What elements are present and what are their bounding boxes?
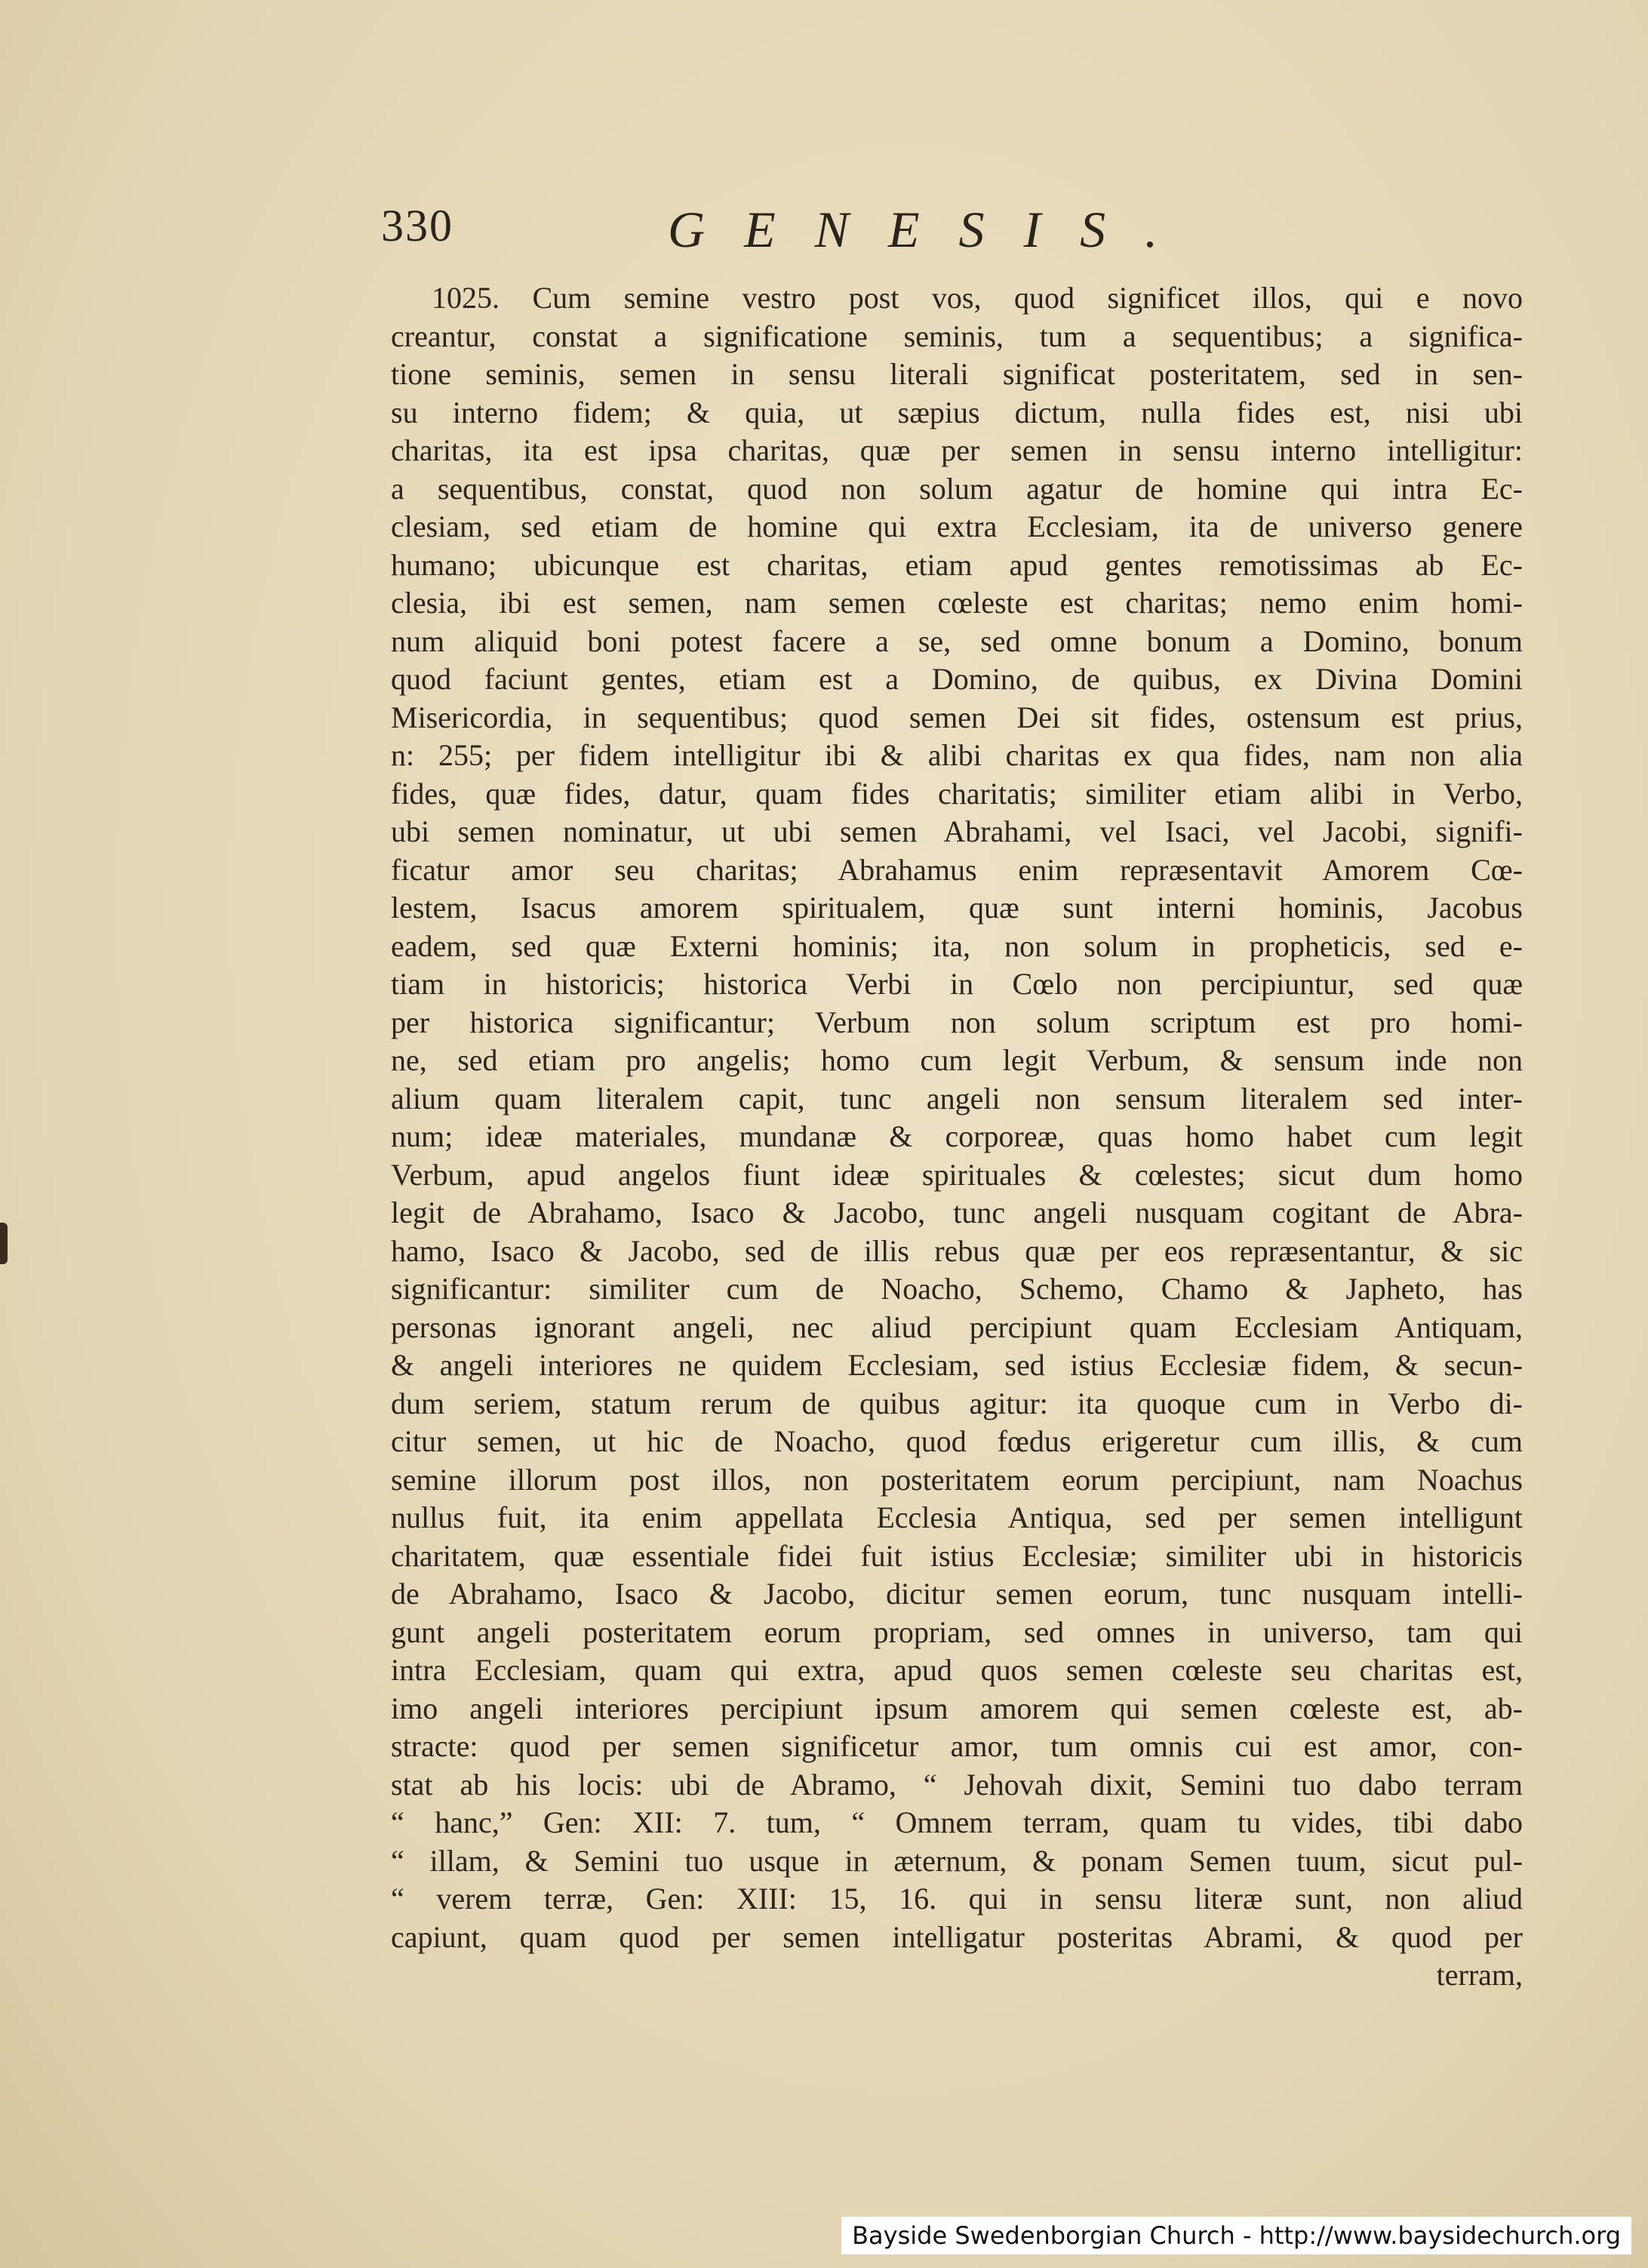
text-line: per historica significantur; Verbum non solum scriptum est pro homi- — [391, 1005, 1523, 1039]
text-line: su interno fidem; & quia, ut sæpius dictum, nulla fides est, nisi ubi — [391, 395, 1523, 429]
watermark-credit: Bayside Swedenborgian Church - http://www.baysidechurch.org — [841, 2217, 1631, 2254]
text-line: “ illam, & Semini tuo usque in æternum, & ponam Semen tuum, sicut pul- — [391, 1843, 1523, 1878]
text-line: stracte: quod per semen significetur amor, tum omnis cui est amor, con- — [391, 1729, 1523, 1763]
text-line: stat ab his locis: ubi de Abramo, “ Jehovah dixit, Semini tuo dabo terram — [391, 1767, 1523, 1802]
text-line: a sequentibus, constat, quod non solum agatur de homine qui intra Ec- — [391, 471, 1523, 506]
text-line: fides, quæ fides, datur, quam fides charitatis; similiter etiam alibi in Verbo, — [391, 776, 1523, 811]
text-line: “ hanc,” Gen: XII: 7. tum, “ Omnem terram, quam tu vides, tibi dabo — [391, 1805, 1523, 1839]
text-line: personas ignorant angeli, nec aliud percipiunt quam Ecclesiam Antiquam, — [391, 1309, 1523, 1344]
text-line: ne, sed etiam pro angelis; homo cum legit Verbum, & sensum inde non — [391, 1043, 1523, 1077]
text-line: hamo, Isaco & Jacobo, sed de illis rebus quæ per eos repræsentantur, & sic — [391, 1233, 1523, 1268]
text-line: capiunt, quam quod per semen intelligatur posteritas Abrami, & quod per — [391, 1919, 1523, 1954]
text-line: de Abrahamo, Isaco & Jacobo, dicitur semen eorum, tunc nusquam intelli- — [391, 1577, 1523, 1611]
text-line: n: 255; per fidem intelligitur ibi & alibi charitas ex qua fides, nam non alia — [391, 738, 1523, 772]
text-line: legit de Abrahamo, Isaco & Jacobo, tunc angeli nusquam cogitant de Abra- — [391, 1196, 1523, 1229]
text-line: terram, — [1436, 1958, 1523, 1992]
text-line: significantur: similiter cum de Noacho, Schemo, Chamo & Japheto, has — [391, 1272, 1523, 1306]
text-line: creantur, constat a significatione seminis, tum a sequentibus; a significa- — [391, 319, 1523, 353]
text-line: “ verem terræ, Gen: XIII: 15, 16. qui in sensu literæ sunt, non aliud — [391, 1882, 1523, 1916]
text-line: eadem, sed quæ Externi hominis; ita, non solum in propheticis, sed e- — [391, 928, 1523, 963]
page-header — [381, 200, 1513, 268]
text-line: clesiam, sed etiam de homine qui extra Ecclesiam, ita de universo genere — [391, 509, 1523, 543]
text-line: nullus fuit, ita enim appellata Ecclesia Antiqua, sed per semen intelligunt — [391, 1500, 1523, 1534]
text-line: quod faciunt gentes, etiam est a Domino, de quibus, ex Divina Domini — [391, 662, 1523, 696]
text-line: semine illorum post illos, non posteritatem eorum percipiunt, nam Noachus — [391, 1462, 1523, 1497]
text-line: tiam in historicis; historica Verbi in Cœlo non percipiuntur, sed quæ — [391, 967, 1523, 1001]
text-line: imo angeli interiores percipiunt ipsum amorem qui semen cœleste est, ab- — [391, 1691, 1523, 1725]
text-line: alium quam literalem capit, tunc angeli non sensum literalem sed inter- — [391, 1081, 1523, 1116]
text-line: humano; ubicunque est charitas, etiam apud gentes remotissimas ab Ec- — [391, 547, 1523, 582]
text-line: ubi semen nominatur, ut ubi semen Abrahami, vel Isaci, vel Jacobi, signifi- — [391, 814, 1523, 848]
text-line: citur semen, ut hic de Noacho, quod fœdus erigeretur cum illis, & cum — [391, 1424, 1523, 1458]
text-line: 1025. Cum semine vestro post vos, quod significet illos, qui e novo — [432, 281, 1523, 315]
page-number: 330 — [381, 201, 454, 251]
binding-mark — [0, 1223, 8, 1264]
text-line: clesia, ibi est semen, nam semen cœleste est charitas; nemo enim homi- — [391, 586, 1523, 620]
text-line: charitatem, quæ essentiale fidei fuit istius Ecclesiæ; similiter ubi in historicis — [391, 1538, 1523, 1573]
text-line: num; ideæ materiales, mundanæ & corporeæ, quas homo habet cum legit — [391, 1119, 1523, 1153]
text-line: gunt angeli posteritatem eorum propriam, sed omnes in universo, tam qui — [391, 1614, 1523, 1649]
text-line: tione seminis, semen in sensu literali significat posteritatem, sed in sen- — [391, 357, 1523, 391]
text-line: Verbum, apud angelos fiunt ideæ spirituales & cœlestes; sicut dum homo — [391, 1157, 1523, 1192]
text-line: dum seriem, statum rerum de quibus agitur: ita quoque cum in Verbo di- — [391, 1386, 1523, 1420]
body-text — [391, 279, 1523, 1995]
text-line: intra Ecclesiam, quam qui extra, apud quos semen cœleste seu charitas est, — [391, 1653, 1523, 1687]
text-line: Misericordia, in sequentibus; quod semen Dei sit fides, ostensum est prius, — [391, 700, 1523, 734]
text-line: ficatur amor seu charitas; Abrahamus enim repræsentavit Amorem Cœ- — [391, 852, 1523, 887]
running-title: GENESIS. — [668, 201, 1198, 258]
text-line: & angeli interiores ne quidem Ecclesiam, sed istius Ecclesiæ fidem, & secun- — [391, 1348, 1523, 1382]
text-line: lestem, Isacus amorem spiritualem, quæ sunt interni hominis, Jacobus — [391, 891, 1523, 925]
text-line: num aliquid boni potest facere a se, sed omne bonum a Domino, bonum — [391, 623, 1523, 658]
text-line: charitas, ita est ipsa charitas, quæ per semen in sensu interno intelligitur: — [391, 433, 1523, 467]
